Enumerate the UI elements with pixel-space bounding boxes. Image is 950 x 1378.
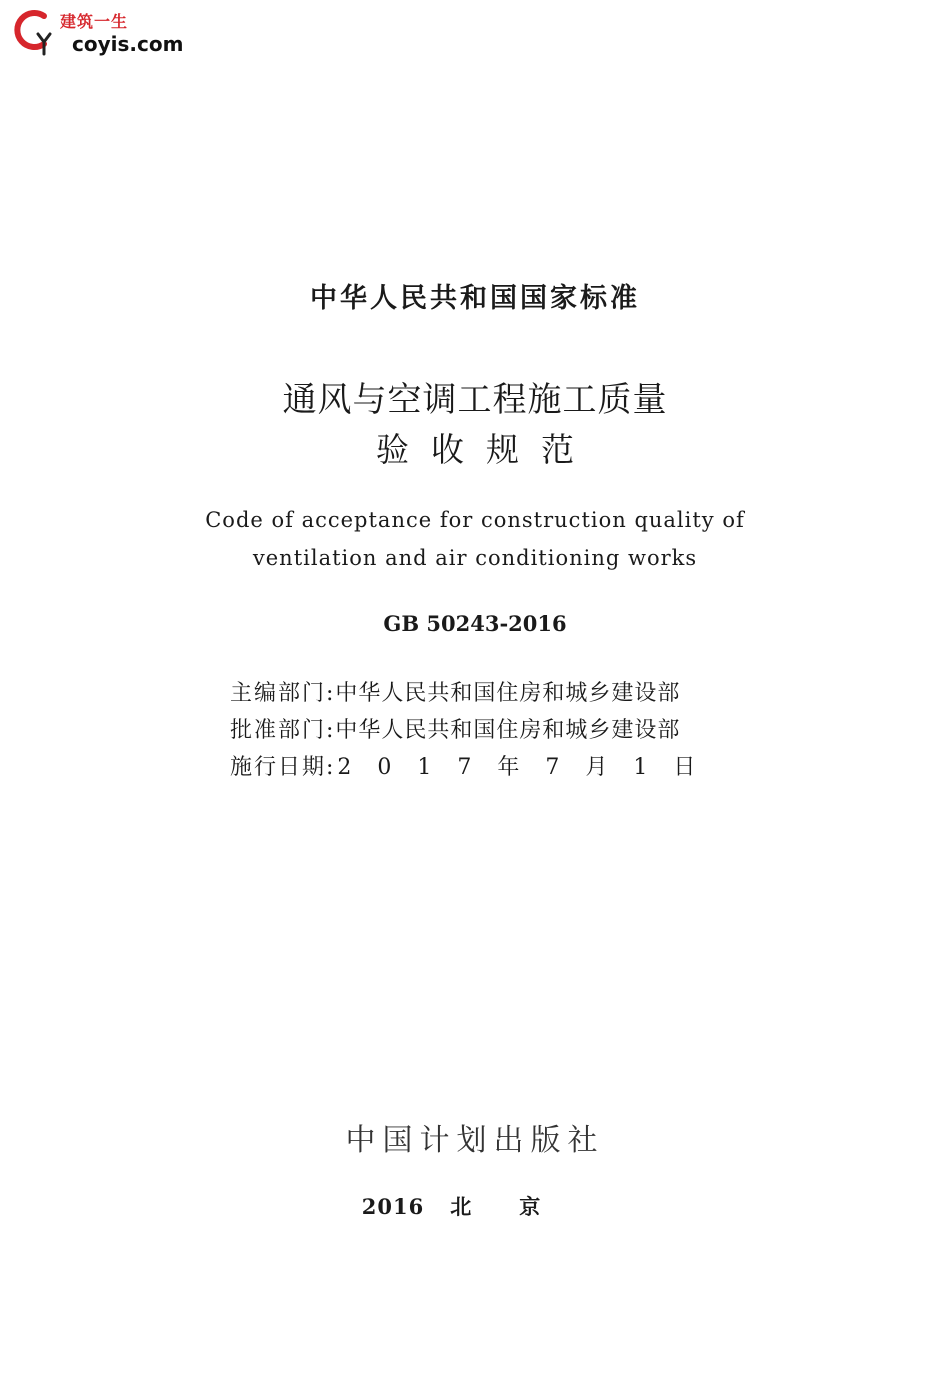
coyis-logo-icon: [6, 4, 62, 60]
effective-date-value: 2017年7月1日: [337, 755, 722, 780]
effective-date-row: [230, 750, 721, 781]
publisher-name: 中国计划出版社: [345, 1123, 605, 1158]
publication-city: 北京: [450, 1194, 589, 1219]
editor-department-value: 中华人民共和国住房和城乡建设部: [335, 681, 681, 706]
standard-type-heading: 中华人民共和国国家标准: [310, 283, 640, 314]
editor-department-row: [230, 676, 680, 707]
english-title-line-1: Code of acceptance for construction quality of: [205, 508, 745, 532]
effective-date-label: 施行日期:: [230, 755, 336, 780]
approver-department-row: [230, 713, 680, 744]
approver-department-value: 中华人民共和国住房和城乡建设部: [335, 718, 681, 743]
publication-year-place: [0, 1191, 950, 1221]
english-title-line-2: ventilation and air conditioning works: [252, 546, 698, 570]
title-line-2: 验收规范: [376, 430, 596, 469]
title-line-1: 通风与空调工程施工质量: [282, 380, 668, 420]
publication-year: 2016: [361, 1194, 425, 1219]
logo-site-name: 建筑一生: [60, 12, 129, 31]
logo-site-domain: coyis.com: [72, 32, 184, 56]
editor-department-label: 主编部门:: [230, 681, 336, 706]
standard-number: GB 50243-2016: [383, 611, 567, 636]
site-logo: [6, 4, 186, 60]
approver-department-label: 批准部门:: [230, 718, 336, 743]
